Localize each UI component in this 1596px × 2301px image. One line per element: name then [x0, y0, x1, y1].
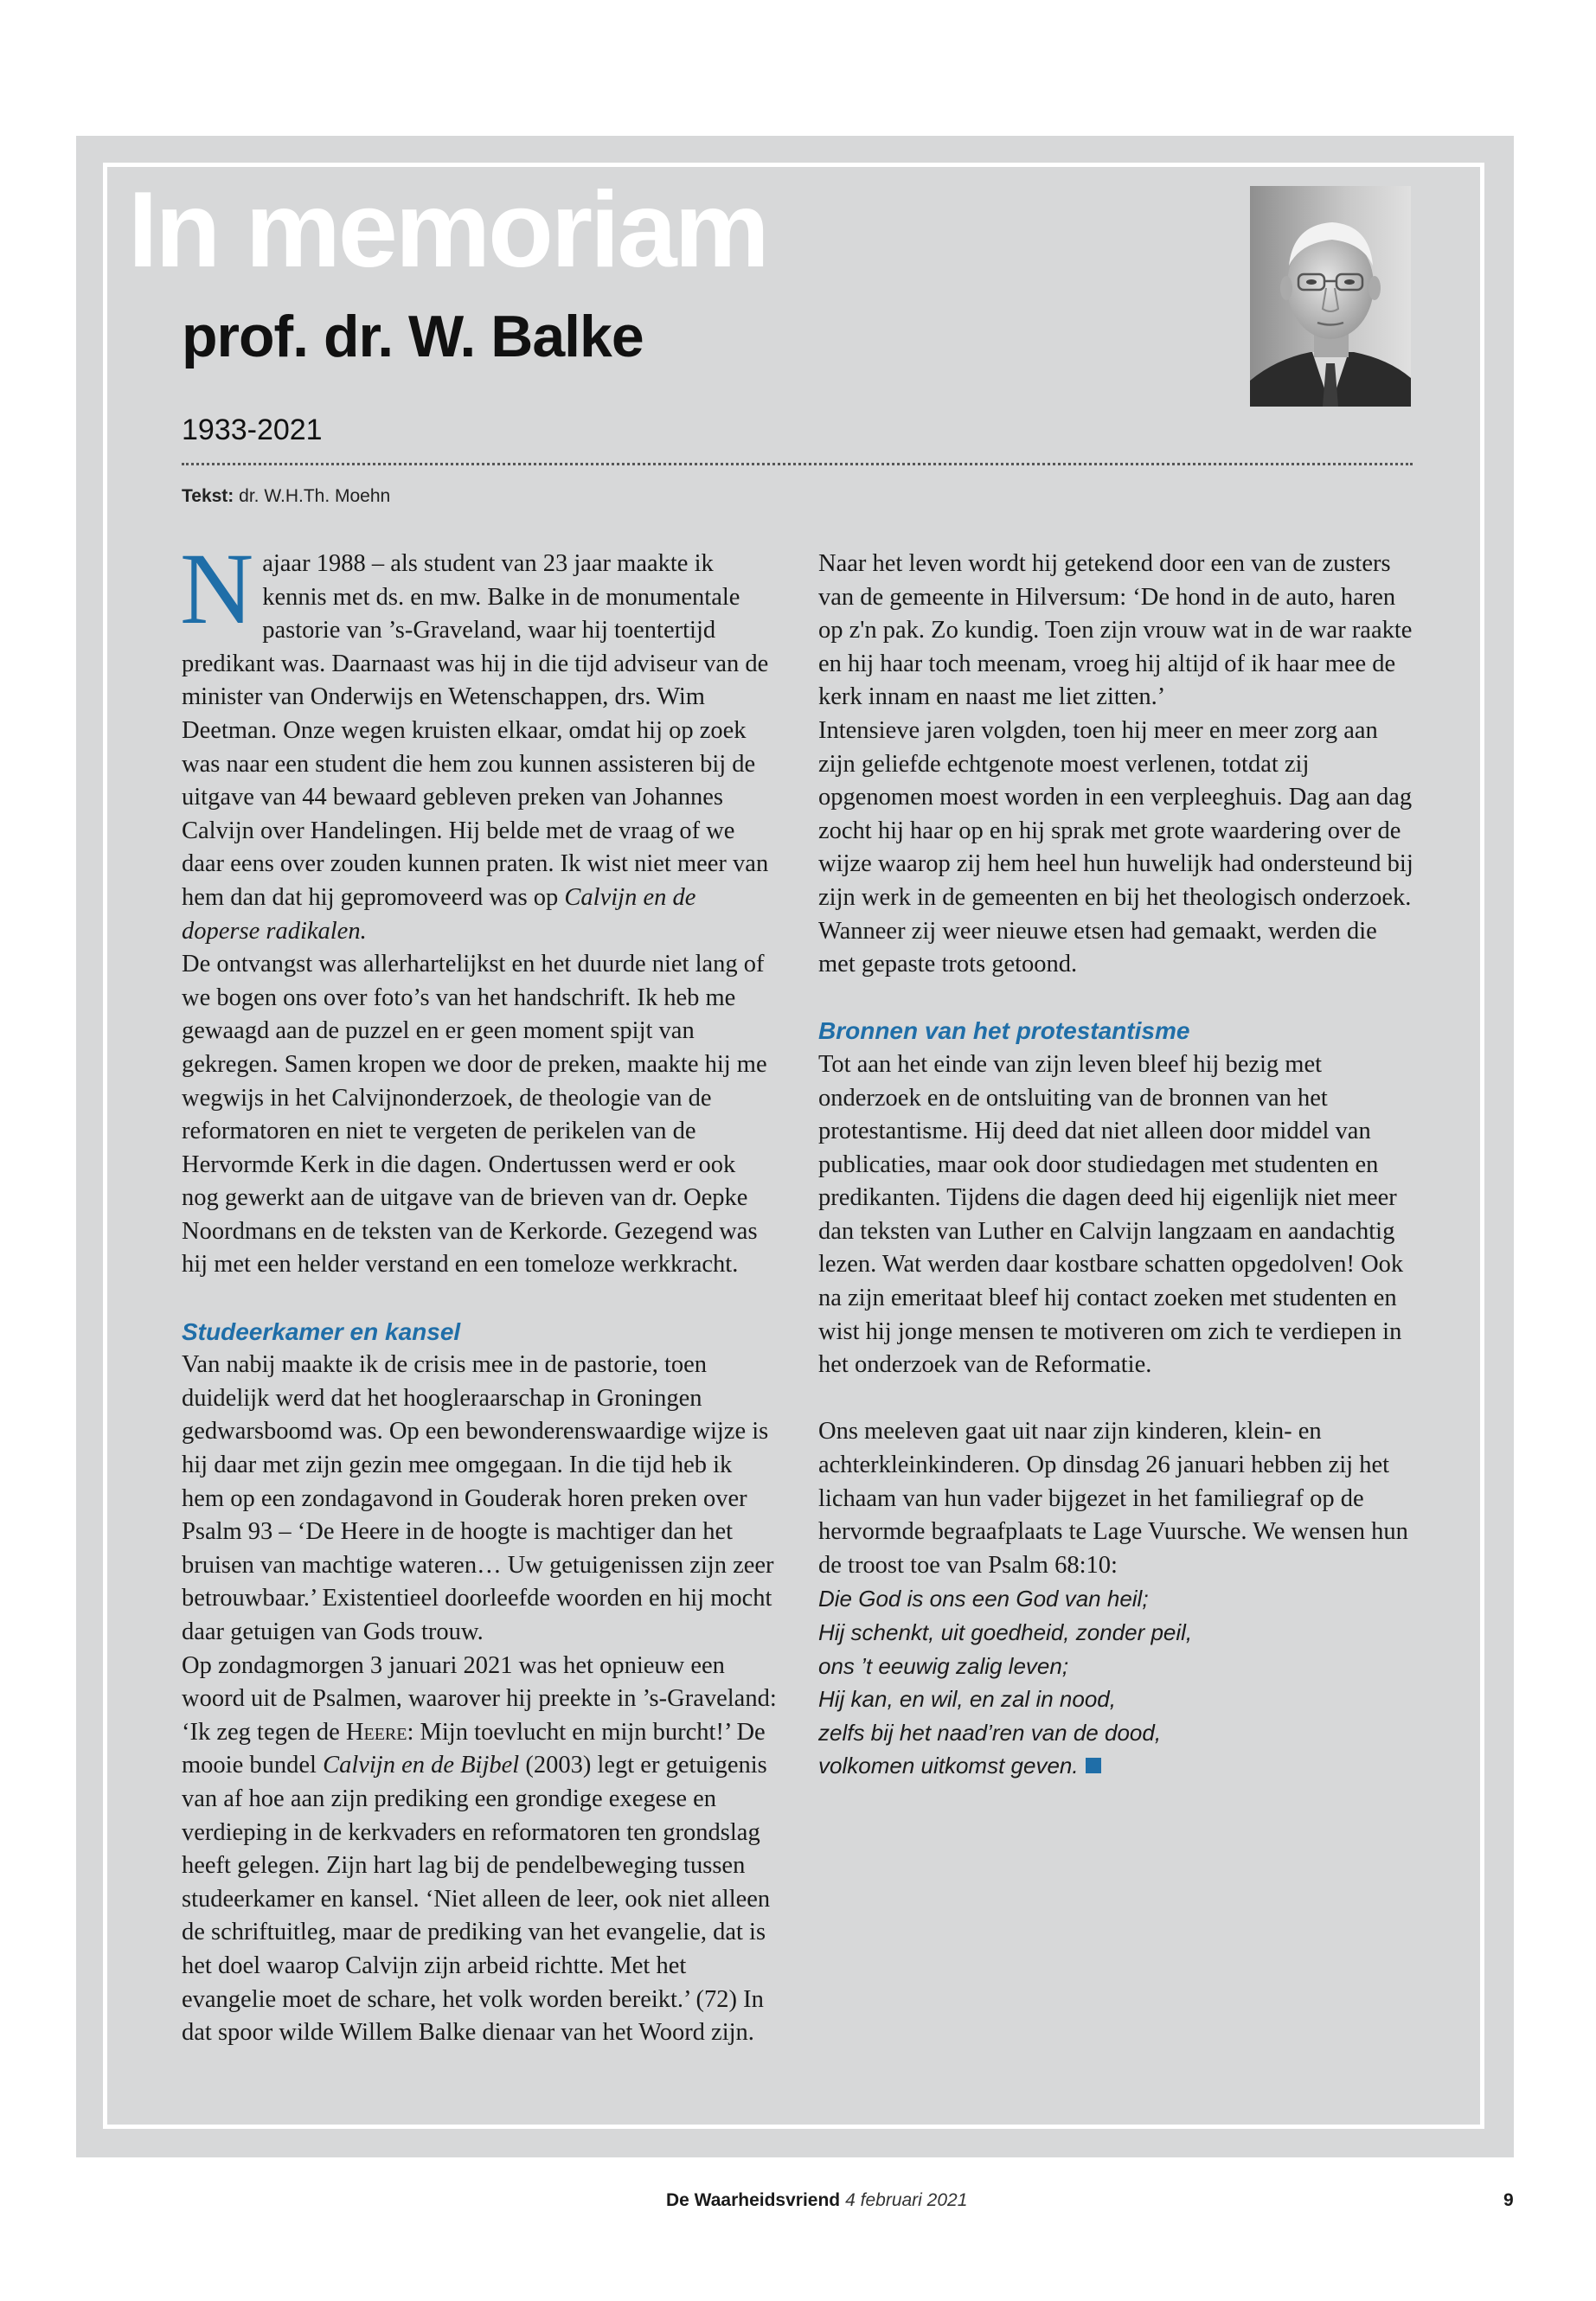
poem-line: ons ’t eeuwig zalig leven; [818, 1652, 1069, 1679]
poem-line: volkomen uitkomst geven. [818, 1749, 1415, 1783]
portrait-image [1250, 186, 1411, 407]
article-column-1 [180, 532, 779, 2050]
byline-label: Tekst: [182, 486, 234, 506]
paragraph: Van nabij maakte ik de crisis mee in de pastorie, toen duidelijk werd dat het hoogleraarschap in Groningen gedwarsboomd was. Op een bewonderenswaardige wijze is hij daar met zijn gezin mee omgegaan. In die tijd heb ik hem op een zondagavond in Gouderak horen preken over Psalm 93 – ‘De Heere in de hoogte is machtiger dan het bruisen van machtige wateren… Uw getuigenissen zijn zeer betrouwbaar.’ Existentieel doorleefde woorden en hij mocht daar getuigen van Gods trouw. [182, 1351, 774, 1645]
section-heading: Studeerkamer en kansel [182, 1317, 461, 1345]
paragraph: Intensieve jaren volgden, toen hij meer en meer zorg aan zijn geliefde echtgenote moest verlenen, totdat zij opgenomen moest worden in een verpleeghuis. Dag aan dag zocht hij haar op en hij sprak met grote waardering over de wijze waarop zij hem heel hun huwelijk had ondersteund bij zijn werk in de gemeenten en bij het theologisch onderzoek. Wanneer zij weer nieuwe etsen had gemaakt, werden die met gepaste trots getoond. [818, 716, 1413, 978]
psalm-quote [818, 1582, 1415, 1783]
small-caps-heere: Heere [345, 1718, 407, 1746]
byline-author: dr. W.H.Th. Moehn [239, 486, 391, 506]
dotted-divider [182, 463, 1413, 465]
drop-cap: N [180, 532, 254, 645]
paragraph: Tot aan het einde van zijn leven bleef hij bezig met onderzoek en de ontsluiting van de bronnen van het protestantisme. Hij deed dat niet alleen door middel van publicaties, maar ook door studiedagen met studenten en predikanten. Tijdens die dagen deed hij eigenlijk niet meer dan teksten van Luther en Calvijn langzaam en aandachtig lezen. Wat werden daar kostbare schatten opgedolven! Ook na zijn emeritaat bleef hij contact zoeken met studenten en wist hij jonge mensen te motiveren om zich te verdiepen in het onderzoek van de Reformatie. [818, 1050, 1404, 1379]
paragraph: Naar het leven wordt hij getekend door een van de zusters van de gemeente in Hilversum: ‘De hond in de auto, haren op z'n pak. Zo kundig. Toen zijn vrouw wat in de war raakte en hij haar toch meenam, vroeg hij altijd of ik haar mee de kerk innam en naast me liet zitten.’ [818, 550, 1413, 711]
end-mark-icon [1086, 1758, 1101, 1773]
article-column-2 [818, 548, 1415, 1783]
poem-line: Die God is ons een God van heil; [818, 1586, 1149, 1612]
paragraph-intro: N ajaar 1988 – als student van 23 jaar maakte ik kennis met ds. en mw. Balke in de monumentale pastorie van ’s-Graveland, waar hij toentertijd predikant was. Daarnaast was hij in die tijd adviseur van de minister van Onderwijs en Wetenschappen, drs. Wim Deetman. Onze wegen kruisten elkaar, omdat hij op zoek was naar een student die hem zou kunnen assisteren bij de uitgave van 44 bewaard gebleven preken van Johannes Calvijn over Handelingen. Hij belde met de vraag of we daar eens over zouden kunnen praten. Ik wist niet meer van hem dan dat hij gepromoveerd was op Calvijn en de doperse radikalen. [180, 532, 769, 945]
poem-line: Hij kan, en wil, en zal in nood, [818, 1686, 1116, 1713]
page-number: 9 [1503, 2190, 1514, 2210]
paragraph: De ontvangst was allerhartelijkst en het duurde niet lang of we bogen ons over foto’s van het handschrift. Ik heb me gewaagd aan de puzzel en er geen moment spijt van gekregen. Samen kropen we door de preken, maakte hij me wegwijs in het Calvijnonderzoek, de theologie van de reformatoren en niet te vergeten de perikelen van de Hervormde Kerk in die dagen. Ondertussen werd er ook nog gewerkt aan de uitgave van de brieven van dr. Oepke Noordmans en de teksten van de Kerkorde. Gezegend was hij met een helder verstand en een tomeloze werkkracht. [182, 951, 767, 1279]
life-years: 1933-2021 [182, 413, 323, 446]
publication-date: 4 februari 2021 [845, 2190, 968, 2210]
poem-line: Hij schenkt, uit goedheid, zonder peil, [818, 1619, 1193, 1645]
section-heading: Bronnen van het protestantisme [818, 1017, 1190, 1045]
paragraph: Op zondagmorgen 3 januari 2021 was het opnieuw een woord uit de Psalmen, waarover hij preekte in ’s-Graveland: ‘Ik zeg tegen de Heere: Mijn toevlucht en mijn burcht!’ De mooie bundel Calvijn en de Bijbel (2003) legt er getuigenis van af hoe aan zijn prediking een grondige exegese en verdieping in de kerkvaders en reformatoren ten grondslag heeft gelegen. Zijn hart lag bij de pendelbeweging tussen studeerkamer en kansel. ‘Niet alleen de leer, ook niet alleen de schriftuitleg, maar de prediking van het evangelie, dat is het doel waarop Calvijn zijn arbeid richtte. Met het evangelie moet de schare, het volk worden bereikt.’ (72) In dat spoor wilde Willem Balke dienaar van het Woord zijn. [182, 1651, 777, 2047]
byline [182, 486, 390, 507]
paragraph: Ons meeleven gaat uit naar zijn kinderen, klein- en achterkleinkinderen. Op dinsdag 26 januari hebben zij het lichaam van hun vader bijgezet in het familiegraf op de hervormde begraafplaats te Lage Vuursche. We wensen hun de troost toe van Psalm 68:10: [818, 1418, 1408, 1579]
portrait-photo [1250, 186, 1411, 407]
publication-name: De Waarheidsvriend [666, 2190, 841, 2210]
publication-info [666, 2190, 967, 2211]
page-title: In memoriam [128, 170, 767, 290]
poem-line: zelfs bij het naad’ren van de dood, [818, 1719, 1162, 1746]
person-name: prof. dr. W. Balke [182, 304, 644, 369]
